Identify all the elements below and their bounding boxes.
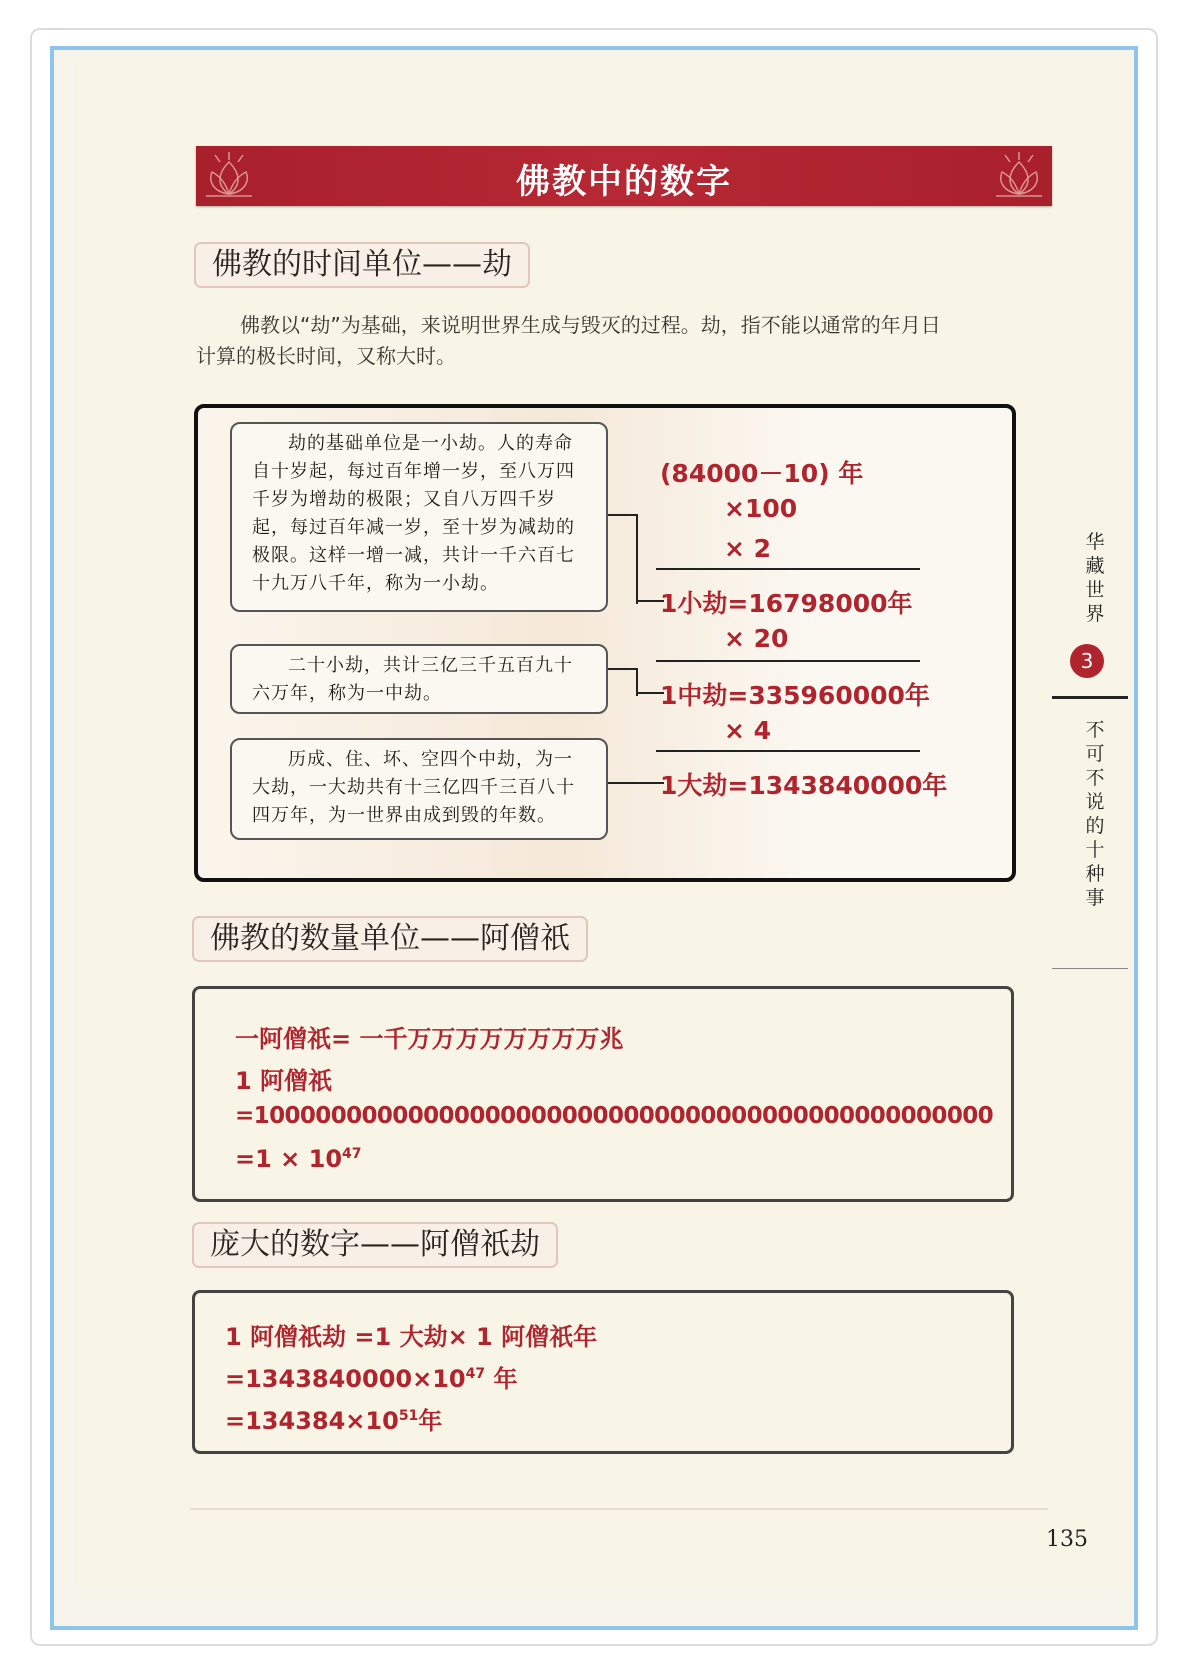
asamkhya-kalpa-result xyxy=(225,1401,442,1436)
formula-exponent: 51 xyxy=(398,1408,419,1424)
formula-base: =1343840000×10 xyxy=(225,1365,466,1393)
intro-line: 计算的极长时间，又称大时。 xyxy=(196,344,456,368)
formula-exponent: 47 xyxy=(465,1366,486,1382)
calc-mul-2: × 2 xyxy=(724,534,772,563)
calc-rule xyxy=(656,568,920,570)
calc-mul-4: × 4 xyxy=(724,716,772,745)
note-medium-kalpa: 二十小劫，共计三亿三千五百九十六万年，称为一中劫。 xyxy=(230,644,608,714)
note-large-kalpa: 历成、住、坏、空四个中劫，为一大劫，一大劫共有十三亿四千三百八十四万年，为一世界由成到毁的年数。 xyxy=(230,738,608,840)
asamkhya-box xyxy=(192,986,1014,1202)
section-heading-asamkhya: 佛教的数量单位——阿僧祇 xyxy=(192,916,588,962)
asamkhya-kalpa-box xyxy=(192,1290,1014,1454)
asamkhya-kalpa-definition: 1 阿僧祇劫 =1 大劫× 1 阿僧祇年 xyxy=(225,1323,598,1351)
formula-exponent: 47 xyxy=(342,1146,362,1162)
chapter-title: 不可不说的十种事 xyxy=(1085,719,1105,909)
asamkhya-definition: 一阿僧祇= 一千万万万万万万万万兆 xyxy=(235,1025,624,1053)
section-heading-kalpa: 佛教的时间单位——劫 xyxy=(194,242,530,288)
connector-large xyxy=(608,782,664,784)
page-number: 135 xyxy=(1046,1527,1088,1552)
connector-small xyxy=(608,514,638,604)
formula-unit: 年 xyxy=(418,1407,443,1435)
result-large-kalpa: 1大劫=1343840000年 xyxy=(660,771,948,800)
chapter-sidebar xyxy=(1052,520,1128,980)
book-title: 华藏世界 xyxy=(1085,531,1105,625)
chapter-number-badge: 3 xyxy=(1070,644,1104,678)
calc-base: (84000－10) 年 xyxy=(660,459,864,488)
note-small-kalpa: 劫的基础单位是一小劫。人的寿命自十岁起，每过百年增一岁，至八万四千岁为增劫的极限；又自八万四千岁起，每过百年减一岁，至十岁为减劫的极限。这样一增一减，共计一千六百七十九万八千年，称为一小劫。 xyxy=(230,422,608,612)
result-medium-kalpa: 1中劫=335960000年 xyxy=(660,681,930,710)
intro-line: 佛教以“劫”为基础，来说明世界生成与毁灭的过程。劫，指不能以通常的年月日 xyxy=(240,313,941,337)
lotus-right-icon xyxy=(992,150,1046,202)
asamkhya-scientific xyxy=(235,1145,362,1173)
formula-unit: 年 xyxy=(485,1365,518,1393)
calc-rule xyxy=(656,660,920,662)
section-heading-asamkhya-kalpa: 庞大的数字——阿僧祇劫 xyxy=(192,1222,558,1268)
calc-mul-100: ×100 xyxy=(724,494,798,523)
intro-paragraph xyxy=(196,310,1026,372)
formula-base: =134384×10 xyxy=(225,1407,399,1435)
calc-rule xyxy=(656,750,920,752)
result-small-kalpa: 1小劫=16798000年 xyxy=(660,589,913,618)
asamkhya-expanded: =100000000000000000000000000000000000000000000000 xyxy=(235,1103,994,1129)
footer-rule xyxy=(190,1508,1048,1510)
connector-medium xyxy=(608,668,638,696)
sidebar-divider xyxy=(1052,696,1128,699)
sidebar-divider xyxy=(1052,968,1128,969)
asamkhya-kalpa-step xyxy=(225,1359,517,1394)
asamkhya-one: 1 阿僧祇 xyxy=(235,1067,333,1095)
page-title: 佛教中的数字 xyxy=(516,162,732,202)
kalpa-diagram xyxy=(194,404,1016,882)
title-banner xyxy=(196,146,1052,206)
calc-mul-20: × 20 xyxy=(724,624,789,653)
formula-base: =1 × 10 xyxy=(235,1145,343,1173)
